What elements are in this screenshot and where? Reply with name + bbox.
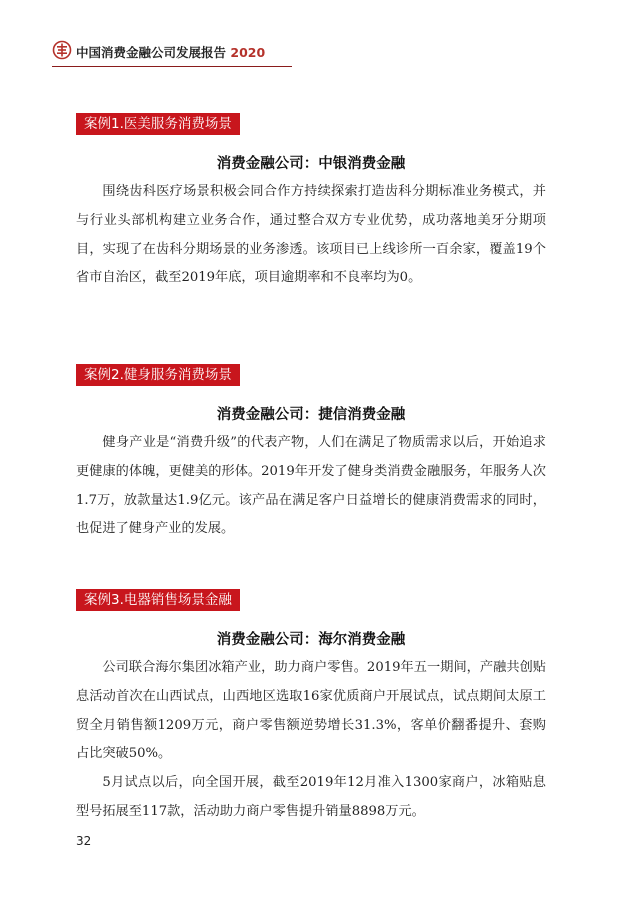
header-title — [76, 43, 265, 61]
case-3-paragraph-1: 公司联合海尔集团冰箱产业，助力商户零售。2019年五一期间，产融共创贴息活动首次在山西试点，山西地区选取16家优质商户开展试点，试点期间太原工贸全月销售额1209万元，商户零售额逆势增长31.3%，客单价翻番提升、套购占比突破50%。 — [76, 660, 546, 762]
header-title-text: 中国消费金融公司发展报告 — [76, 45, 227, 60]
case-1-company: 消费金融公司：中银消费金融 — [216, 155, 406, 172]
page-number: 32 — [76, 834, 92, 848]
case-3-label: 案例3.电器销售场景金融 — [76, 589, 240, 611]
case-2-paragraph: 健身产业是“消费升级”的代表产物，人们在满足了物质需求以后，开始追求更健康的体魄，更健美的形体。2019年开发了健身类消费金融服务，年服务人次1.7万，放款量达1.9亿元。该产品在满足客户日益增长的健康消费需求的同时，也促进了健身产业的发展。 — [76, 435, 546, 537]
report-logo-icon — [52, 40, 72, 60]
page-header — [52, 42, 292, 67]
case-1-label: 案例1.医美服务消费场景 — [76, 113, 240, 135]
case-1-paragraph: 围绕齿科医疗场景积极会同合作方持续探索打造齿科分期标准业务模式，并与行业头部机构建立业务合作，通过整合双方专业优势，成功落地美牙分期项目，实现了在齿科分期场景的业务渗透。该项目已上线诊所一百余家，覆盖19个省市自治区，截至2019年底，项目逾期率和不良率均为0。 — [76, 184, 546, 286]
case-3-paragraph-2: 5月试点以后，向全国开展，截至2019年12月准入1300家商户，冰箱贴息型号拓展至117款，活动助力商户零售提升销量8898万元。 — [76, 775, 546, 819]
case-3-company: 消费金融公司：海尔消费金融 — [216, 631, 406, 648]
header-year: 2020 — [230, 45, 266, 60]
case-2-company: 消费金融公司：捷信消费金融 — [216, 406, 406, 423]
case-2-label: 案例2.健身服务消费场景 — [76, 364, 240, 386]
